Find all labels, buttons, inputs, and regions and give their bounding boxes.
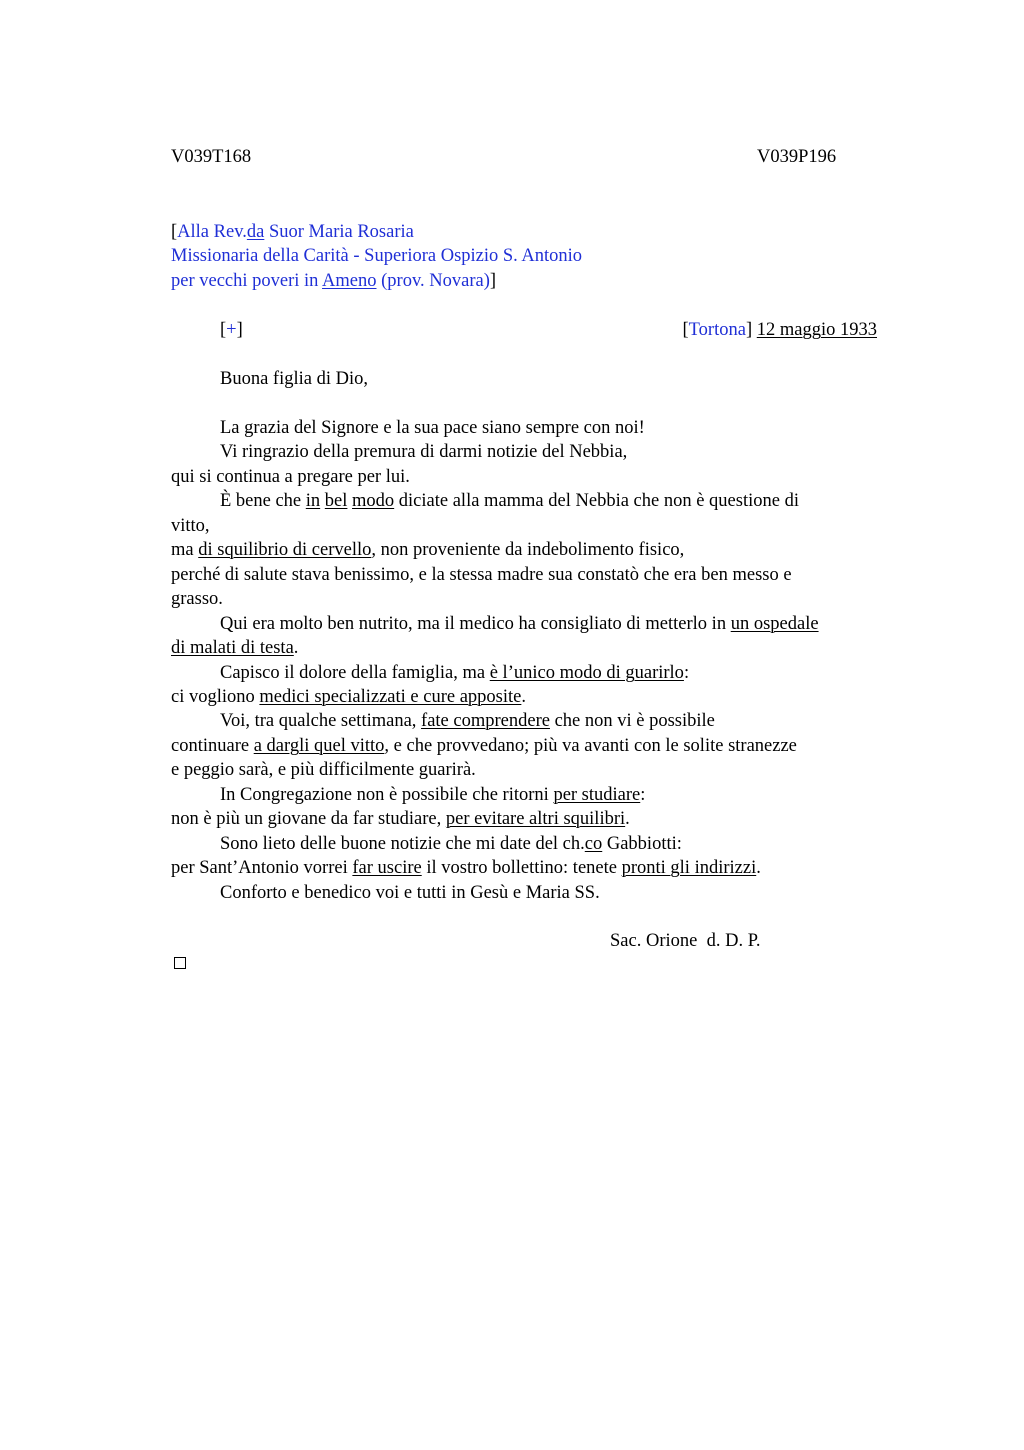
archive-code-right: V039P196 <box>757 147 837 167</box>
body-line: ma di squilibrio di cervello, non proveniente da indebolimento fisico, <box>171 540 685 560</box>
body-line: grasso. <box>171 589 223 609</box>
address-line-1: [Alla Rev.da Suor Maria Rosaria <box>171 222 414 242</box>
body-line: qui si continua a pregare per lui. <box>171 467 410 487</box>
cross-mark: [+] <box>220 320 243 340</box>
body-line: La grazia del Signore e la sua pace siano sempre con noi! <box>220 418 645 438</box>
body-line: Voi, tra qualche settimana, fate comprendere che non vi è possibile <box>220 711 715 731</box>
body-line: In Congregazione non è possibile che ritorni per studiare: <box>220 785 646 805</box>
body-line: È bene che in bel modo diciate alla mamma del Nebbia che non è questione di <box>220 491 799 511</box>
salutation: Buona figlia di Dio, <box>220 369 368 389</box>
body-line: Sono lieto delle buone notizie che mi date del ch.co Gabbiotti: <box>220 834 682 854</box>
body-line: ci vogliono medici specializzati e cure apposite. <box>171 687 526 707</box>
letter-date: 12 maggio 1933 <box>756 320 877 340</box>
body-line: non è più un giovane da far studiare, per evitare altri squilibri. <box>171 809 630 829</box>
place-date: [Tortona] 12 maggio 1933 <box>682 320 877 340</box>
body-line: continuare a dargli quel vitto, e che provvedano; più va avanti con le solite stranezze <box>171 736 797 756</box>
end-square-mark <box>174 957 186 969</box>
body-line: perché di salute stava benissimo, e la stessa madre sua constatò che era ben messo e <box>171 565 792 585</box>
body-line: e peggio sarà, e più difficilmente guarirà. <box>171 760 476 780</box>
body-line: Conforto e benedico voi e tutti in Gesù e Maria SS. <box>220 883 600 903</box>
body-line: vitto, <box>171 516 210 536</box>
body-line: Vi ringrazio della premura di darmi notizie del Nebbia, <box>220 442 628 462</box>
address-line-3: per vecchi poveri in Ameno (prov. Novara)] <box>171 271 497 291</box>
body-line: di malati di testa. <box>171 638 299 658</box>
signature: Sac. Orione d. D. P. <box>610 931 761 951</box>
body-line: Qui era molto ben nutrito, ma il medico ha consigliato di metterlo in un ospedale <box>220 614 819 634</box>
archive-code-left: V039T168 <box>171 147 252 167</box>
address-line-2: Missionaria della Carità - Superiora Ospizio S. Antonio <box>171 246 583 266</box>
body-line: per Sant’Antonio vorrei far uscire il vostro bollettino: tenete pronti gli indirizzi. <box>171 858 761 878</box>
body-line: Capisco il dolore della famiglia, ma è l’unico modo di guarirlo: <box>220 663 690 683</box>
